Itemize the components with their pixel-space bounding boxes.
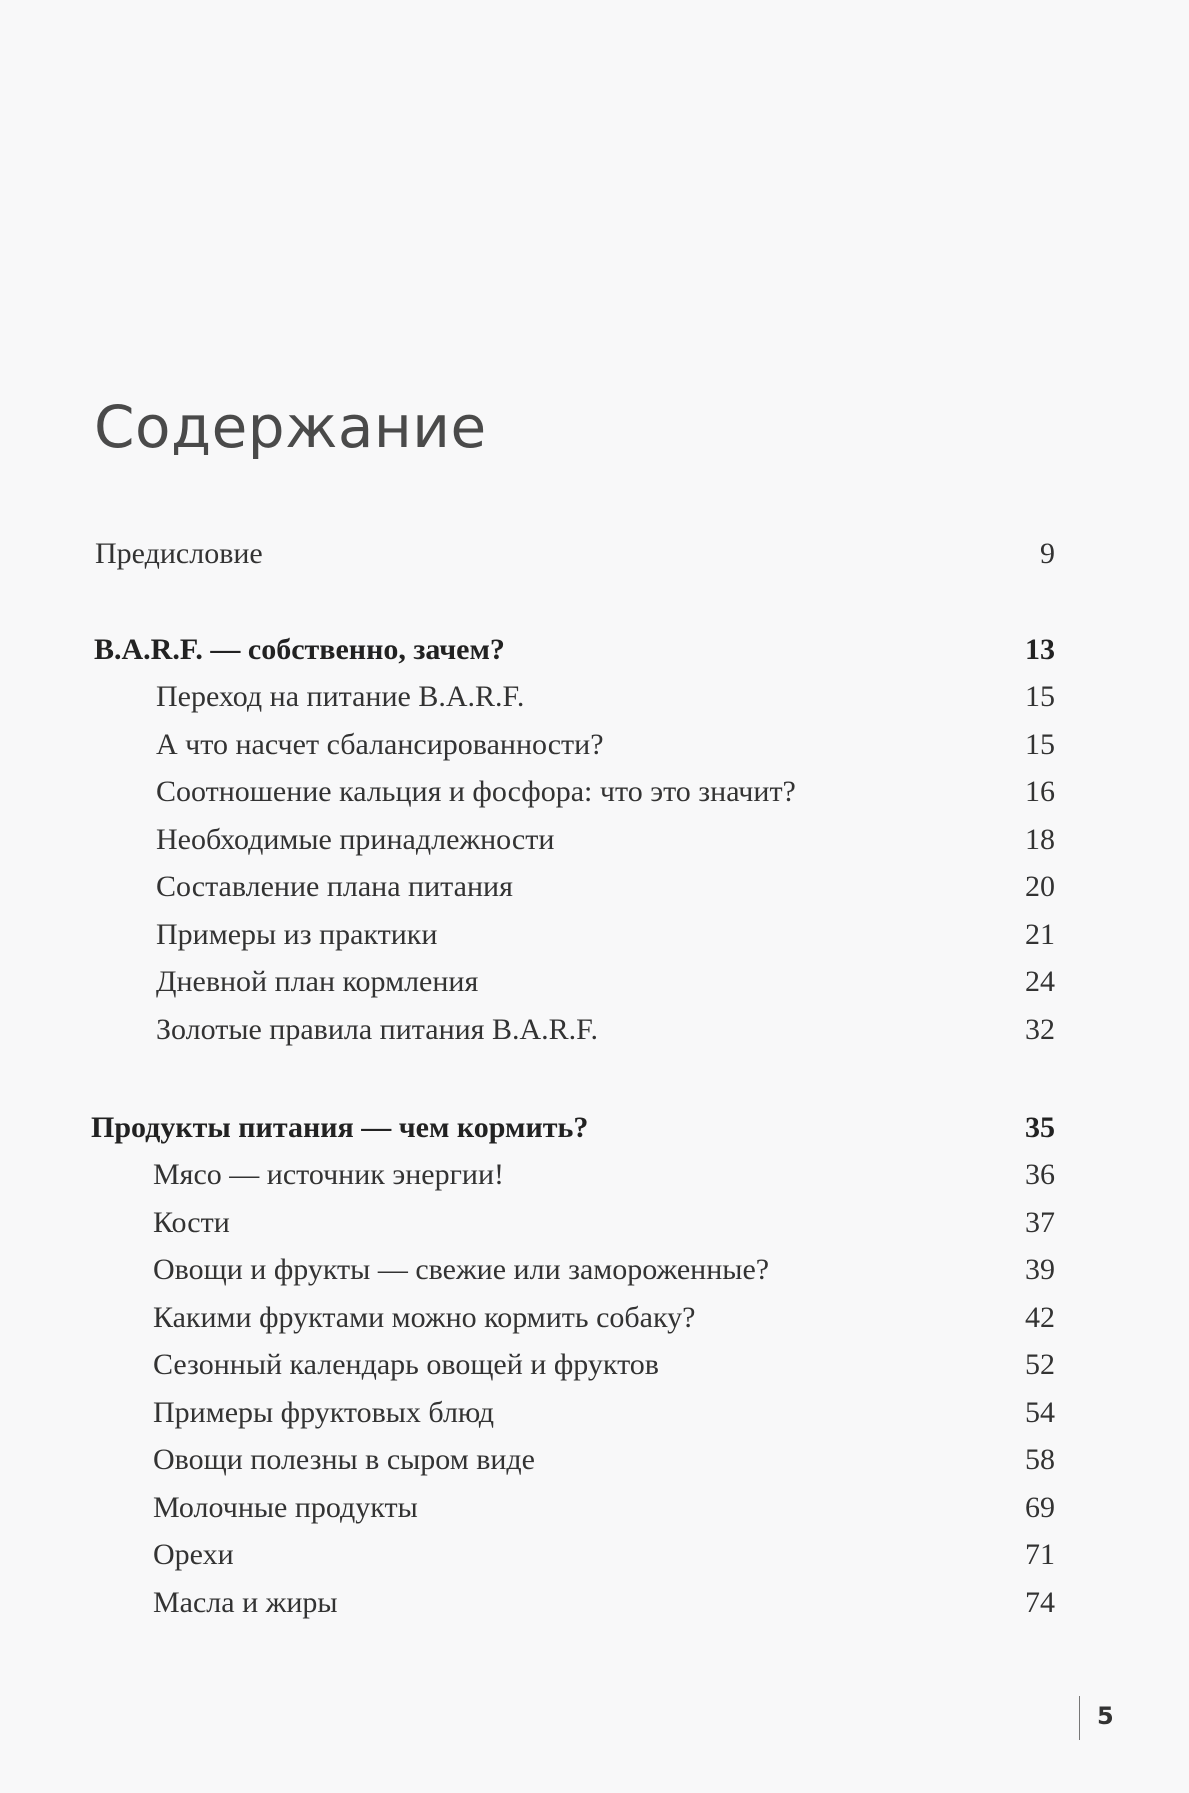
toc-entry-label: Составление плана питания — [156, 870, 513, 903]
toc-entry-page: 54 — [1025, 1396, 1055, 1429]
toc-entry-page: 74 — [1025, 1586, 1055, 1619]
toc-section-title: Продукты питания — чем кормить? — [91, 1111, 589, 1144]
toc-entry-label: Овощи полезны в сыром виде — [153, 1443, 536, 1476]
toc-entry — [0, 1010, 1189, 1050]
toc-entry — [0, 915, 1189, 955]
toc-entry-label: Соотношение кальция и фосфора: что это значит? — [156, 775, 796, 808]
toc-entry-label: Мясо — источник энергии! — [153, 1158, 505, 1191]
toc-entry — [0, 1345, 1189, 1385]
folio-divider — [1079, 1696, 1080, 1740]
toc-entry — [0, 962, 1189, 1002]
toc-entry-label: Какими фруктами можно кормить собаку? — [153, 1301, 696, 1334]
toc-entry-label: Необходимые принадлежности — [156, 823, 555, 856]
toc-entry-page: 52 — [1025, 1348, 1055, 1381]
toc-entry-page: 16 — [1025, 775, 1055, 808]
toc-entry — [0, 1298, 1189, 1338]
toc-entry-page: 20 — [1025, 870, 1055, 903]
toc-entry-label: Примеры фруктовых блюд — [153, 1396, 495, 1429]
toc-entry-page: 58 — [1025, 1443, 1055, 1476]
toc-entry-label: Предисловие — [95, 537, 263, 570]
toc-entry-page: 15 — [1025, 728, 1055, 761]
toc-entry-label: Дневной план кормления — [156, 965, 479, 998]
toc-entry — [0, 1250, 1189, 1290]
toc-entry — [0, 1203, 1189, 1243]
toc-entry-preface — [0, 534, 1189, 574]
toc-entry-page: 39 — [1025, 1253, 1055, 1286]
toc-entry-label: Переход на питание B.A.R.F. — [156, 680, 525, 713]
toc-section-page: 35 — [1025, 1111, 1055, 1144]
toc-entry-label: Кости — [153, 1206, 230, 1239]
toc-entry — [0, 867, 1189, 907]
toc-entry-page: 18 — [1025, 823, 1055, 856]
toc-entry — [0, 1535, 1189, 1575]
toc-entry-page: 32 — [1025, 1013, 1055, 1046]
toc-entry-label: Примеры из практики — [156, 918, 438, 951]
toc-entry-page: 9 — [1040, 537, 1055, 570]
toc-entry-label: Золотые правила питания B.A.R.F. — [156, 1013, 598, 1046]
toc-section-page: 13 — [1025, 633, 1055, 666]
toc-entry — [0, 1583, 1189, 1623]
toc-entry-page: 71 — [1025, 1538, 1055, 1571]
toc-entry-label: Овощи и фрукты — свежие или замороженные? — [153, 1253, 770, 1286]
toc-entry — [0, 1393, 1189, 1433]
toc-entry — [0, 677, 1189, 717]
toc-entry — [0, 820, 1189, 860]
toc-entry-label: Сезонный календарь овощей и фруктов — [153, 1348, 659, 1381]
page-title: Содержание — [94, 393, 487, 461]
toc-entry — [0, 1155, 1189, 1195]
toc-entry — [0, 725, 1189, 765]
toc-entry-label: Масла и жиры — [153, 1586, 338, 1619]
toc-section-heading — [0, 1108, 1189, 1148]
toc-entry-page: 15 — [1025, 680, 1055, 713]
toc-section-heading — [0, 630, 1189, 670]
toc-entry-page: 37 — [1025, 1206, 1055, 1239]
toc-entry — [0, 772, 1189, 812]
toc-entry-page: 36 — [1025, 1158, 1055, 1191]
toc-entry-label: Орехи — [153, 1538, 234, 1571]
page-folio — [1079, 1696, 1139, 1740]
toc-entry — [0, 1440, 1189, 1480]
toc-entry-page: 69 — [1025, 1491, 1055, 1524]
toc-entry-label: Молочные продукты — [153, 1491, 418, 1524]
toc-entry-page: 42 — [1025, 1301, 1055, 1334]
toc-entry-page: 21 — [1025, 918, 1055, 951]
toc-entry — [0, 1488, 1189, 1528]
toc-section-title: B.A.R.F. — собственно, зачем? — [94, 633, 505, 666]
toc-entry-page: 24 — [1025, 965, 1055, 998]
toc-entry-label: А что насчет сбалансированности? — [156, 728, 604, 761]
page-number: 5 — [1097, 1702, 1114, 1730]
